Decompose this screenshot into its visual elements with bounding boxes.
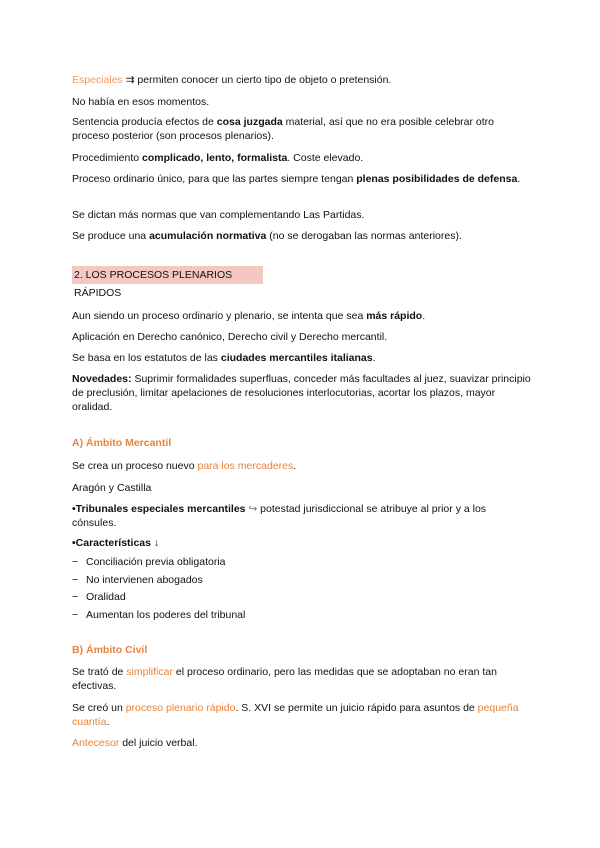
text: . Coste elevado.	[287, 152, 364, 164]
text: .	[293, 460, 297, 472]
s2-p1	[72, 309, 532, 323]
dash-icon: −	[72, 556, 79, 568]
text: Suprimir formalidades superfluas, conceder más facultades al juez, suavizar principio de preclusión, limitar apelaciones de resoluciones interlocutorias, acortar los plazos, mayor oralidad.	[72, 373, 531, 413]
text: .	[517, 173, 521, 185]
section-heading-procesos-plenarios: 2. LOS PROCESOS PLENARIOS RÁPIDOS	[72, 266, 263, 284]
intro-line-especiales	[72, 73, 532, 87]
dash-icon: −	[72, 573, 79, 586]
text: Se dictan más normas que van complementando Las Partidas.	[72, 209, 365, 221]
orange-text: Antecesor	[72, 737, 120, 749]
text: No había en esos momentos.	[72, 96, 210, 108]
double-arrow-icon: ⇉	[125, 74, 135, 86]
text: .	[372, 352, 376, 364]
sa-tribunales	[72, 502, 532, 530]
bold-label: Novedades:	[72, 373, 132, 385]
sa-p2	[72, 481, 532, 495]
item-text: No intervienen abogados	[86, 573, 203, 586]
line-sentencia	[72, 115, 532, 143]
text: Sentencia producía efectos de	[72, 116, 217, 128]
text: Se basa en los estatutos de las	[72, 352, 221, 364]
section-heading-mercantil: A) Ámbito Mercantil	[72, 437, 172, 449]
sb-p2	[72, 701, 532, 729]
text: Aragón y Castilla	[72, 482, 152, 494]
text: .	[422, 310, 426, 322]
text: material, así que no era posible celebrar otro proceso posterior (son procesos plenarios).	[72, 116, 495, 142]
item-text: Conciliación previa obligatoria	[86, 556, 226, 568]
dash-icon: −	[72, 608, 79, 621]
text: Se produce una	[72, 230, 150, 242]
down-arrow-icon: ↓	[150, 537, 160, 549]
text: del juicio verbal.	[119, 737, 198, 749]
bold-text: ciudades mercantiles italianas	[220, 352, 373, 364]
line-procedimiento	[72, 151, 532, 165]
sb-p3	[72, 736, 532, 750]
bold-text: •Tribunales especiales mercantiles	[72, 503, 246, 515]
orange-text: para los mercaderes	[197, 460, 294, 472]
term-especiales: Especiales	[72, 74, 123, 86]
text: Se creó un	[72, 702, 126, 714]
text: Aplicación en Derecho canónico, Derecho civil y Derecho mercantil.	[72, 331, 388, 343]
text: el proceso ordinario, pero las medidas que se adoptaban no eran tan efectivas.	[72, 666, 497, 692]
line-acumulacion	[72, 229, 532, 243]
text: (no se derogaban las normas anteriores).	[266, 230, 462, 242]
hook-arrow-icon: ↪	[245, 503, 261, 515]
s2-novedades	[72, 372, 532, 414]
line-se-dictan	[72, 208, 532, 222]
line-no-habia	[72, 95, 532, 109]
sa-p1	[72, 459, 532, 473]
bold-text: cosa juzgada	[216, 116, 283, 128]
bold-text: complicado, lento, formalista	[142, 152, 288, 164]
list-item	[72, 554, 532, 572]
line-proceso-ordinario	[72, 172, 532, 186]
item-text: Aumentan los poderes del tribunal	[86, 608, 246, 621]
orange-text: proceso plenario rápido	[125, 702, 236, 714]
bold-text: •Características	[72, 537, 151, 549]
text: Proceso ordinario único, para que las partes siempre tengan	[72, 173, 357, 185]
bold-text: acumulación normativa	[149, 230, 267, 242]
text: .	[106, 716, 110, 728]
text: . S. XVI se permite un juicio rápido para asuntos de	[235, 702, 478, 714]
list-item	[72, 572, 532, 590]
list-item	[72, 607, 532, 625]
s2-p3	[72, 351, 532, 365]
s2-p2	[72, 330, 532, 344]
text: permiten conocer un cierto tipo de objeto o pretensión.	[134, 74, 392, 86]
text: Procedimiento	[72, 152, 143, 164]
orange-text: pequeña cuantía	[72, 702, 519, 728]
text: Aun siendo un proceso ordinario y plenario, se intenta que sea	[72, 310, 367, 322]
dash-icon: −	[72, 591, 79, 603]
orange-text: simplificar	[126, 666, 173, 678]
text: Se trató de	[72, 666, 127, 678]
sa-caracteristicas	[72, 536, 532, 550]
sb-p1	[72, 665, 532, 693]
text: potestad jurisdiccional se atribuye al prior y a los cónsules.	[72, 503, 487, 529]
list-item	[72, 589, 532, 607]
bold-text: más rápido	[366, 310, 423, 322]
sa-item-list	[72, 554, 532, 624]
bold-text: plenas posibilidades de defensa	[356, 173, 518, 185]
section-heading-civil: B) Ámbito Civil	[72, 644, 148, 656]
item-text: Oralidad	[86, 591, 126, 603]
text: Se crea un proceso nuevo	[72, 460, 198, 472]
